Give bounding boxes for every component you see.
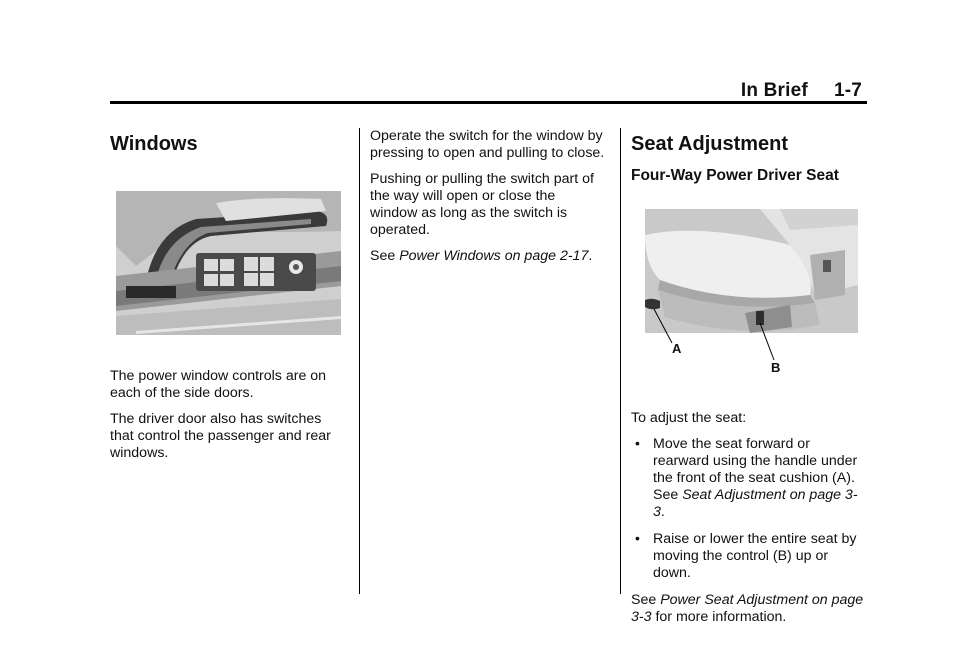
list-item: • Raise or lower the entire seat by moving the control (B) up or down. <box>635 530 857 581</box>
column-windows-continued <box>370 128 606 274</box>
callout-b: B <box>771 360 781 375</box>
heading-seat-adjustment: Seat Adjustment <box>631 133 789 155</box>
see-reference: See Power Seat Adjustment on page 3-3 for more information. <box>631 592 864 625</box>
paragraph: Pushing or pulling the switch part of the way will open or close the window as long as the switch is operated. <box>370 171 594 238</box>
paragraph: The power window controls are on each of the side doors. <box>110 368 327 401</box>
section-title: In Brief <box>740 80 808 101</box>
header-rule <box>110 101 867 104</box>
column-divider <box>620 128 621 594</box>
page-header <box>741 80 862 102</box>
paragraph: To adjust the seat: <box>631 410 747 426</box>
heading-windows: Windows <box>110 133 198 155</box>
subheading-power-seat: Four-Way Power Driver Seat <box>631 167 839 184</box>
seat-controls-illustration <box>640 205 858 375</box>
list-item: • Move the seat forward or rearward using the handle under the front of the seat cushion (A). See Seat Adjustment on page 3-3. <box>635 435 858 520</box>
link-power-seat-adjustment[interactable]: Power Seat Adjustment on page 3-3 <box>631 592 864 625</box>
instruction-list <box>631 436 869 582</box>
paragraph: The driver door also has switches that control the passenger and rear windows. <box>110 411 331 461</box>
bullet-icon: • <box>635 435 640 451</box>
page-number: 1-7 <box>833 80 862 101</box>
bullet-icon: • <box>635 530 640 546</box>
link-seat-adjustment[interactable]: Seat Adjustment on page 3-3 <box>653 487 858 520</box>
column-divider <box>359 128 360 594</box>
link-power-windows[interactable]: Power Windows on page 2-17 <box>399 248 589 264</box>
door-panel-image <box>116 191 341 335</box>
paragraph: Operate the switch for the window by pressing to open and pulling to close. <box>370 128 605 161</box>
callout-a: A <box>672 341 682 356</box>
window-controls-illustration <box>116 191 341 335</box>
see-reference: See Power Windows on page 2-17. <box>370 248 593 264</box>
